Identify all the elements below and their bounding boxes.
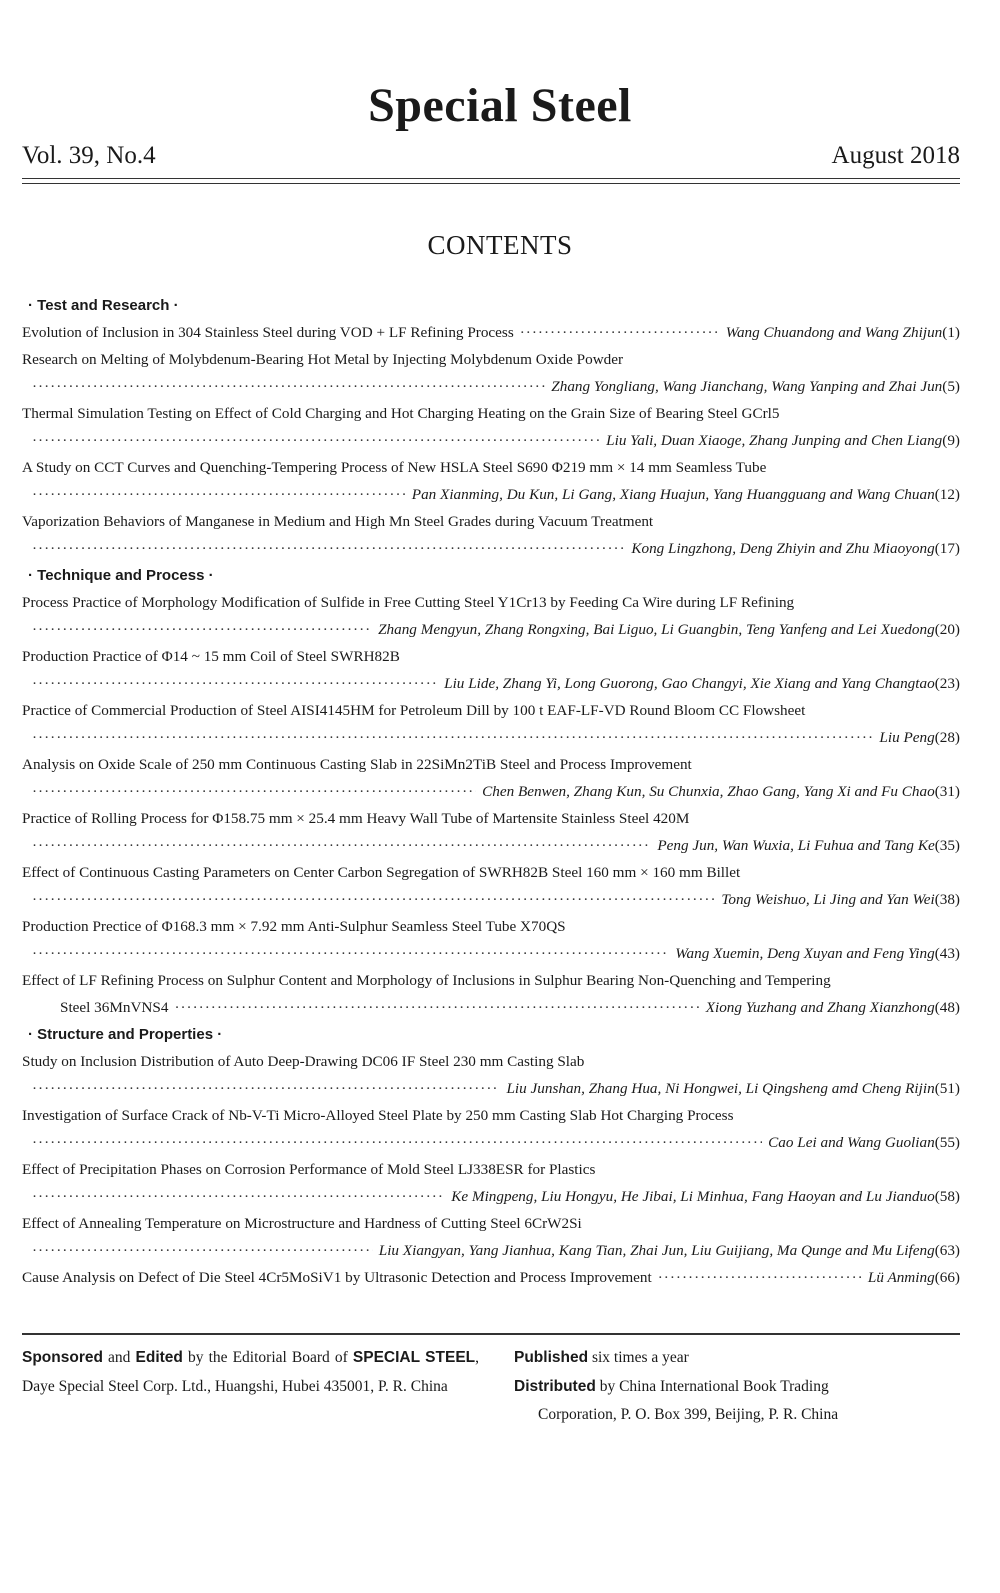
- toc-entry-continuation[interactable]: [22, 481, 960, 508]
- article-title: Practice of Rolling Process for Φ158.75 mm × 25.4 mm Heavy Wall Tube of Martensite Stainless Steel 420M: [22, 810, 690, 827]
- toc-entry-continuation[interactable]: [22, 616, 960, 643]
- toc-entry[interactable]: [22, 454, 960, 481]
- article-page: (23): [934, 675, 960, 692]
- section-heading: · Structure and Properties ·: [28, 1026, 223, 1043]
- and-text: and: [102, 1349, 136, 1366]
- article-authors: Peng Jun, Wan Wuxia, Li Fuhua and Tang Ke: [657, 837, 935, 854]
- article-page: (35): [934, 837, 960, 854]
- toc-entry[interactable]: [22, 400, 960, 427]
- dot-leader: [32, 778, 476, 805]
- article-title: Investigation of Surface Crack of Nb-V-Ti Micro-Alloyed Steel Plate by 250 mm Casting Slab Hot Charging Process: [22, 1107, 734, 1124]
- article-authors: Xiong Yuzhang and Zhang Xianzhong: [705, 999, 935, 1016]
- article-page: (43): [934, 945, 960, 962]
- editorial-board-text: by the Editorial Board of: [182, 1349, 353, 1366]
- dot-leader: [32, 616, 372, 643]
- article-title: Effect of Precipitation Phases on Corrosion Performance of Mold Steel LJ338ESR for Plastics: [22, 1161, 596, 1178]
- dot-leader: [32, 724, 873, 751]
- article-authors: Liu Yali, Duan Xiaoge, Zhang Junping and Chen Liang: [606, 432, 943, 449]
- toc-entry[interactable]: [22, 1156, 960, 1183]
- dot-leader: [520, 319, 720, 346]
- dot-leader: [32, 670, 438, 697]
- footer-sponsor-info: [22, 1344, 479, 1401]
- article-authors: Liu Xiangyan, Yang Jianhua, Kang Tian, Zhai Jun, Liu Guijiang, Ma Qunge and Mu Lifeng: [378, 1242, 935, 1259]
- toc-entry[interactable]: [22, 319, 960, 346]
- footer-distribution-info: [514, 1344, 954, 1430]
- article-page: (31): [934, 783, 960, 800]
- toc-entry-continuation[interactable]: [22, 1183, 960, 1210]
- toc-entry[interactable]: [22, 1102, 960, 1129]
- toc-entry-continuation[interactable]: [22, 994, 960, 1021]
- dot-leader: [658, 1264, 862, 1291]
- article-page: (38): [934, 891, 960, 908]
- article-page: (51): [934, 1080, 960, 1097]
- article-authors: Ke Mingpeng, Liu Hongyu, He Jibai, Li Minhua, Fang Haoyan and Lu Jianduo: [451, 1188, 935, 1205]
- article-page: (12): [934, 486, 960, 503]
- article-title: Research on Melting of Molybdenum-Bearing Hot Metal by Injecting Molybdenum Oxide Powder: [22, 351, 624, 368]
- article-authors: Tong Weishuo, Li Jing and Yan Wei: [721, 891, 935, 908]
- dot-leader: [32, 940, 669, 967]
- edited-label: Edited: [135, 1349, 183, 1366]
- toc-entry-continuation[interactable]: [22, 670, 960, 697]
- table-of-contents: [22, 292, 960, 1291]
- toc-entry-continuation[interactable]: [22, 724, 960, 751]
- article-page: (55): [934, 1134, 960, 1151]
- dot-leader: [32, 481, 406, 508]
- article-title: Process Practice of Morphology Modification of Sulfide in Free Cutting Steel Y1Cr13 by Feeding Ca Wire during LF Refining: [22, 594, 795, 611]
- article-authors: Liu Lide, Zhang Yi, Long Guorong, Gao Changyi, Xie Xiang and Yang Changtao: [444, 675, 935, 692]
- toc-entry[interactable]: [22, 1048, 960, 1075]
- dot-leader: [32, 535, 625, 562]
- toc-entry-continuation[interactable]: [22, 1237, 960, 1264]
- dot-leader: [32, 1237, 373, 1264]
- dot-leader: [32, 1183, 445, 1210]
- article-title: Analysis on Oxide Scale of 250 mm Continuous Casting Slab in 22SiMn2TiB Steel and Process Improvement: [22, 756, 692, 773]
- article-title: Vaporization Behaviors of Manganese in Medium and High Mn Steel Grades during Vacuum Treatment: [22, 513, 654, 530]
- header-double-rule: [22, 178, 960, 184]
- toc-entry[interactable]: [22, 1264, 960, 1291]
- publication-frequency: six times a year: [588, 1349, 689, 1366]
- publisher-address: , Daye Special Steel Corp. Ltd., Huangshi, Hubei 435001, P. R. China: [22, 1349, 479, 1395]
- journal-title: Special Steel: [368, 79, 632, 132]
- toc-entry-continuation[interactable]: [22, 1129, 960, 1156]
- issue-line: [22, 142, 960, 170]
- article-page: (63): [934, 1242, 960, 1259]
- article-authors: Pan Xianming, Du Kun, Li Gang, Xiang Huajun, Yang Huangguang and Wang Chuan: [411, 486, 935, 503]
- journal-name-part1: SPECIAL: [352, 1349, 421, 1366]
- article-page: (58): [934, 1188, 960, 1205]
- article-title: Effect of LF Refining Process on Sulphur Content and Morphology of Inclusions in Sulphur Bearing Non-Quenching and Tempering: [22, 972, 831, 989]
- article-title: Study on Inclusion Distribution of Auto Deep-Drawing DC06 IF Steel 230 mm Casting Slab: [22, 1053, 585, 1070]
- article-title: Evolution of Inclusion in 304 Stainless Steel during VOD + LF Refining Process: [22, 324, 514, 341]
- distributed-label: Distributed: [514, 1377, 596, 1395]
- article-page: (17): [934, 540, 960, 557]
- article-page: (5): [942, 378, 960, 395]
- toc-entry[interactable]: [22, 751, 960, 778]
- toc-entry[interactable]: [22, 913, 960, 940]
- toc-entry[interactable]: [22, 508, 960, 535]
- contents-heading: CONTENTS: [427, 230, 573, 260]
- toc-entry[interactable]: [22, 643, 960, 670]
- article-authors: Wang Xuemin, Deng Xuyan and Feng Ying: [675, 945, 935, 962]
- section-heading: · Test and Research ·: [28, 297, 179, 314]
- article-page: (48): [934, 999, 960, 1016]
- article-authors: Liu Peng: [879, 729, 935, 746]
- article-page: (1): [942, 324, 960, 341]
- dot-leader: [32, 1129, 762, 1156]
- section-heading: · Technique and Process ·: [28, 567, 214, 584]
- article-title: Practice of Commercial Production of Steel AISI4145HM for Petroleum Dill by 100 t EAF-LF-VD Round Bloom CC Flowsheet: [22, 702, 806, 719]
- article-authors: Lü Anming: [867, 1269, 935, 1286]
- footer-rule: [22, 1333, 960, 1335]
- article-page: (66): [934, 1269, 960, 1286]
- distributor-address: Corporation, P. O. Box 399, Beijing, P. R. China: [538, 1406, 839, 1423]
- article-authors: Chen Benwen, Zhang Kun, Su Chunxia, Zhao Gang, Yang Xi and Fu Chao: [482, 783, 935, 800]
- toc-entry-continuation[interactable]: [22, 427, 960, 454]
- article-page: (28): [934, 729, 960, 746]
- dot-leader: [32, 427, 600, 454]
- article-title: Effect of Continuous Casting Parameters on Center Carbon Segregation of SWRH82B Steel 160 mm × 160 mm Billet: [22, 864, 741, 881]
- article-page: (20): [934, 621, 960, 638]
- article-authors: Cao Lei and Wang Guolian: [768, 1134, 935, 1151]
- toc-entry-continuation[interactable]: [22, 832, 960, 859]
- article-title: Thermal Simulation Testing on Effect of Cold Charging and Hot Charging Heating on the Grain Size of Bearing Steel GCrl5: [22, 405, 780, 422]
- article-title: Production Prectice of Φ168.3 mm × 7.92 mm Anti-Sulphur Seamless Steel Tube X70QS: [22, 918, 566, 935]
- issue-date: August 2018: [831, 142, 960, 169]
- article-title-continued: Steel 36MnVNS4: [60, 999, 169, 1016]
- toc-entry-continuation[interactable]: [22, 886, 960, 913]
- toc-entry-continuation[interactable]: [22, 535, 960, 562]
- article-title: Effect of Annealing Temperature on Microstructure and Hardness of Cutting Steel 6CrW2Si: [22, 1215, 582, 1232]
- sponsored-label: Sponsored: [22, 1349, 103, 1366]
- dot-leader: [32, 1075, 500, 1102]
- article-title: Production Practice of Φ14 ~ 15 mm Coil of Steel SWRH82B: [22, 648, 400, 665]
- toc-entry-continuation[interactable]: [22, 1075, 960, 1102]
- article-page: (9): [942, 432, 960, 449]
- toc-entry[interactable]: [22, 1210, 960, 1237]
- dot-leader: [32, 886, 715, 913]
- journal-name-part2: STEEL: [425, 1349, 476, 1366]
- article-authors: Zhang Mengyun, Zhang Rongxing, Bai Liguo, Li Guangbin, Teng Yanfeng and Lei Xuedong: [378, 621, 935, 638]
- dot-leader: [32, 832, 651, 859]
- toc-entry[interactable]: [22, 859, 960, 886]
- toc-entry[interactable]: [22, 697, 960, 724]
- toc-entry[interactable]: [22, 589, 960, 616]
- dot-leader: [174, 994, 699, 1021]
- article-authors: Liu Junshan, Zhang Hua, Ni Hongwei, Li Qingsheng amd Cheng Rijin: [506, 1080, 935, 1097]
- article-title: Cause Analysis on Defect of Die Steel 4Cr5MoSiV1 by Ultrasonic Detection and Process Improvement: [22, 1269, 652, 1286]
- toc-entry-continuation[interactable]: [22, 940, 960, 967]
- article-authors: Zhang Yongliang, Wang Jianchang, Wang Yanping and Zhai Jun: [551, 378, 943, 395]
- volume-issue: Vol. 39, No.4: [22, 142, 156, 169]
- article-authors: Wang Chuandong and Wang Zhijun: [725, 324, 943, 341]
- article-authors: Kong Lingzhong, Deng Zhiyin and Zhu Miaoyong: [631, 540, 935, 557]
- toc-entry[interactable]: [22, 346, 960, 373]
- distributor-name: by China International Book Trading: [595, 1377, 829, 1395]
- article-title: A Study on CCT Curves and Quenching-Tempering Process of New HSLA Steel S690 Φ219 mm × 14 mm Seamless Tube: [22, 459, 767, 476]
- toc-entry-continuation[interactable]: [22, 778, 960, 805]
- toc-entry[interactable]: [22, 805, 960, 832]
- published-label: Published: [514, 1349, 589, 1366]
- toc-entry-continuation[interactable]: [22, 373, 960, 400]
- toc-entry[interactable]: [22, 967, 960, 994]
- dot-leader: [32, 373, 545, 400]
